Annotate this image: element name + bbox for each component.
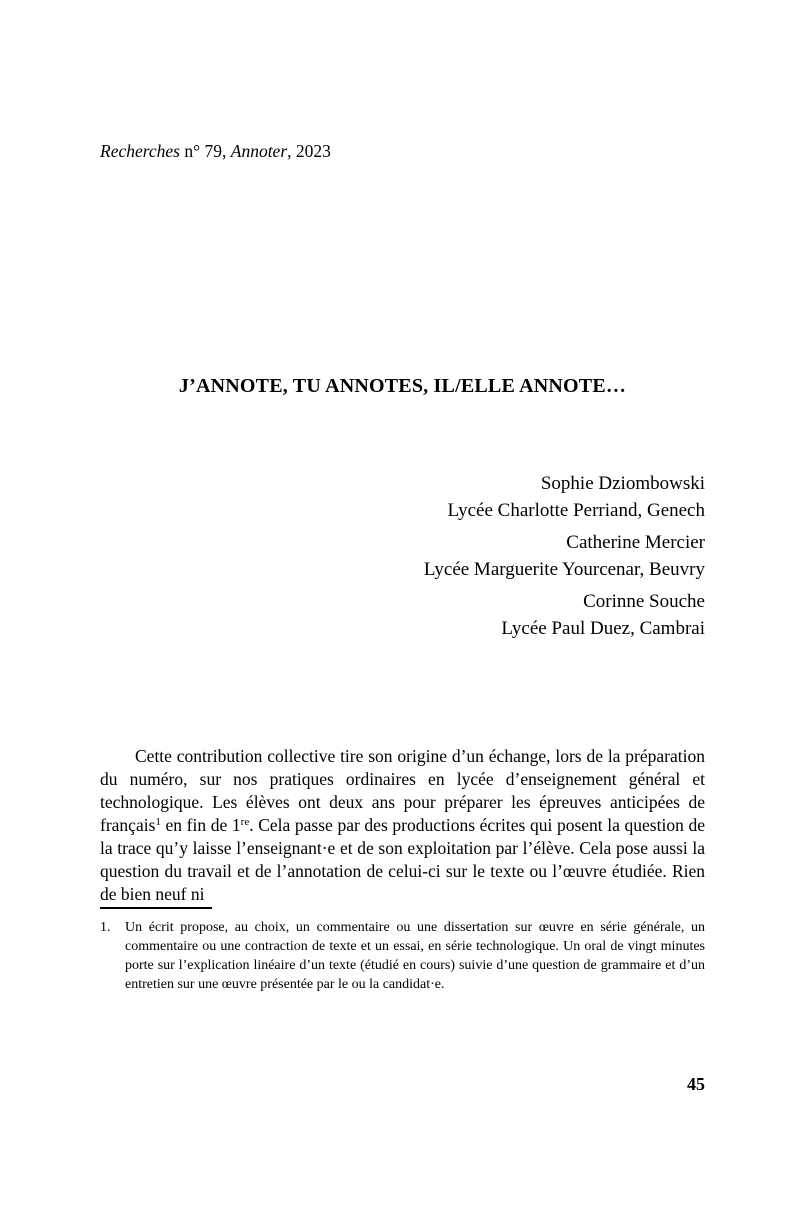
author-group: [100, 529, 705, 583]
author-group: [100, 588, 705, 642]
page-number: 45: [687, 1074, 705, 1094]
body-paragraph: [100, 745, 705, 906]
footnote-separator-rule: [100, 907, 212, 909]
journal-title: Recherches: [100, 141, 180, 161]
footnote-reference-marker: 1: [155, 815, 161, 828]
body-text: Cette contribution collective tire son origine d’un échange, lors de la préparation du numéro, sur nos pratiques ordinaires en lycée d’enseignement général et technologique. Les élèves ont deux ans pour préparer les épreuves anticipées de français: [100, 745, 705, 835]
authors-block: [100, 470, 705, 647]
journal-header: [100, 141, 331, 162]
body-text: . Cela passe par des productions écrites qui posent la question de la trace qu’y laisse l’enseignant·e et de son exploitation par l’élève. Cela pose aussi la question du travail et de l’annotation de celui-ci sur le texte ou l’œuvre étudiée. Rien de bien neuf ni: [100, 814, 705, 904]
author-affiliation: Lycée Marguerite Yourcenar, Beuvry: [423, 559, 705, 580]
body-text: en fin de 1: [160, 814, 241, 835]
journal-issue: n° 79,: [180, 141, 231, 161]
author-name: Corinne Souche: [583, 591, 705, 612]
footnote: [100, 918, 705, 994]
journal-year: , 2023: [287, 141, 331, 161]
footnote-text: Un écrit propose, au choix, un commentaire ou une dissertation sur œuvre en série générale, un commentaire ou une contraction de texte et un essai, en série technologique. Un oral de vingt minutes porte sur l’explication linéaire d’un texte (étudié en cours) suivie d’une question de grammaire et d’un entretien sur une œuvre présentée par le ou la candidat·e.: [125, 920, 705, 992]
footnote-number: 1.: [100, 920, 111, 935]
author-group: [100, 470, 705, 524]
author-name: Sophie Dziombowski: [540, 473, 705, 494]
author-name: Catherine Mercier: [566, 532, 705, 553]
ordinal-superscript: re: [240, 815, 250, 828]
author-affiliation: Lycée Charlotte Perriand, Genech: [447, 500, 705, 521]
article-title: J’ANNOTE, TU ANNOTES, IL/ELLE ANNOTE…: [178, 375, 627, 398]
author-affiliation: Lycée Paul Duez, Cambrai: [501, 618, 705, 639]
journal-issue-theme: Annoter: [230, 141, 288, 161]
